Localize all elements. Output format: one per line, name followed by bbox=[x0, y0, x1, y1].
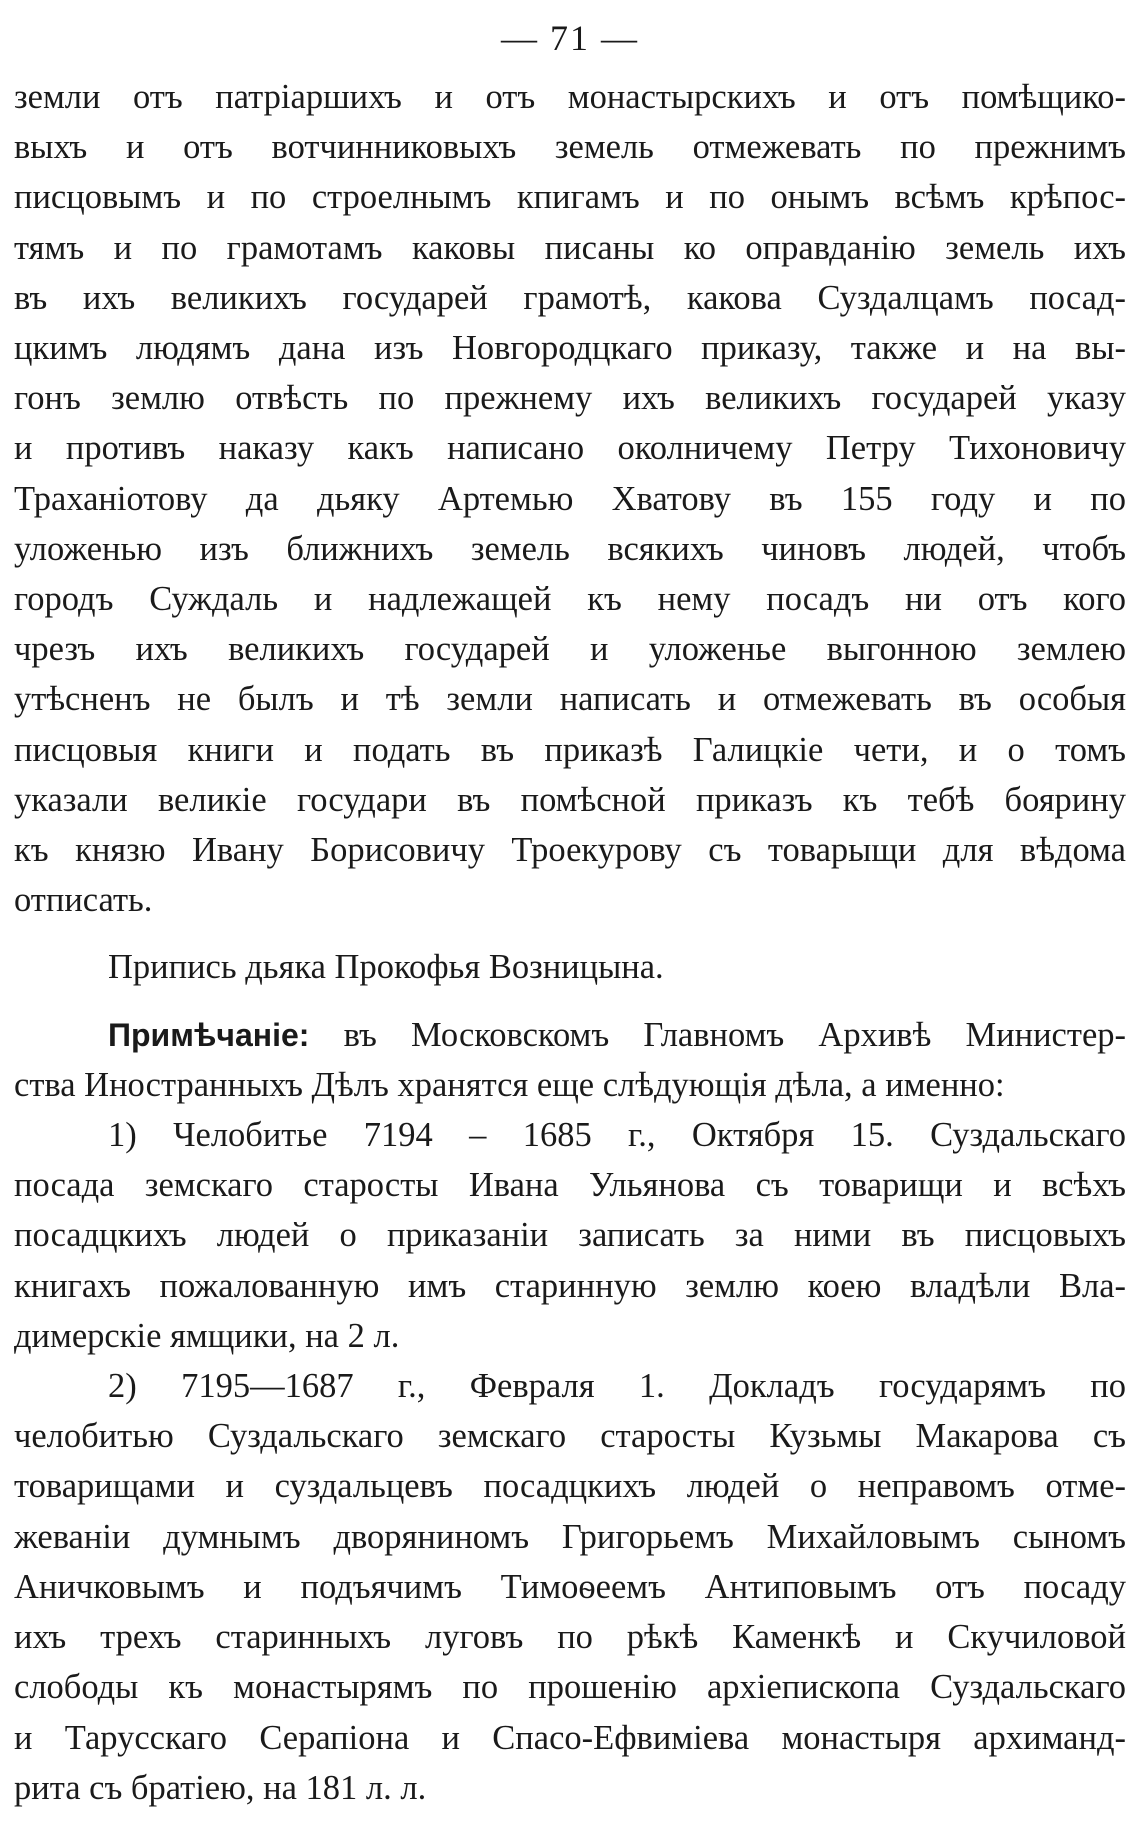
text-line: тямъ и по грамотамъ каковы писаны ко оправданію земель ихъ bbox=[14, 228, 1126, 267]
text-line: утѣсненъ не былъ и тѣ земли написать и отмежевать въ особыя bbox=[14, 680, 1126, 719]
note-item-line: жеваніи думнымъ дворяниномъ Григорьемъ Михайловымъ сыномъ bbox=[14, 1517, 1126, 1556]
note-item-line: посадцкихъ людей о приказаніи записать за ними въ писцовыхъ bbox=[14, 1216, 1126, 1255]
note-item-line: челобитью Суздальскаго земскаго старосты Кузьмы Макарова съ bbox=[14, 1417, 1126, 1456]
note-item-line: рита съ братіею, на 181 л. л. bbox=[14, 1768, 427, 1807]
text-line: городъ Суждаль и надлежащей къ нему посадъ ни отъ кого bbox=[14, 580, 1126, 619]
note-section bbox=[14, 1010, 1126, 1813]
note-intro-line: ства Иностранныхъ Дѣлъ хранятся еще слѣдующія дѣла, а именно: bbox=[14, 1065, 1005, 1104]
note-item-line: и Тарусскаго Серапіона и Спасо-Ефвиміева монастыря архиманд- bbox=[14, 1718, 1126, 1757]
text-line: земли отъ патріаршихъ и отъ монастырскихъ и отъ помѣщико- bbox=[14, 78, 1126, 116]
text-line: чрезъ ихъ великихъ государей и уложеньe выгонною землею bbox=[14, 630, 1126, 669]
note-item-line: слободы къ монастырямъ по прошенію архіепископа Суздальскаго bbox=[14, 1668, 1126, 1707]
note-item-line: ихъ трехъ старинныхъ луговъ по рѣкѣ Каменкѣ и Скучиловой bbox=[14, 1618, 1126, 1657]
note-item-line: товарищами и суздальцевъ посадцкихъ людей о неправомъ отме- bbox=[14, 1467, 1126, 1506]
text-line: писцовыя книги и подать въ приказѣ Галицкіе чети, и о томъ bbox=[14, 730, 1126, 769]
text-line: въ ихъ великихъ государей грамотѣ, какова Суздалцамъ посад- bbox=[14, 278, 1126, 317]
text-line: и противъ наказу какъ написано околничему Петру Тихоновичу bbox=[14, 429, 1126, 468]
clerk-signature: Припись дьяка Прокофья Возницына. bbox=[108, 948, 664, 987]
text-line: Траханіотову да дьяку Артемью Хватову въ 155 году и по bbox=[14, 479, 1126, 518]
note-item-line: посада земскаго старосты Ивана Ульянова съ товарищи и всѣхъ bbox=[14, 1166, 1126, 1205]
text-line: отписать. bbox=[14, 881, 153, 920]
main-paragraph bbox=[14, 72, 1126, 925]
text-line: уложенью изъ ближнихъ земель всякихъ чиновъ людей, чтобъ bbox=[14, 529, 1126, 568]
text-line: цкимъ людямъ дана изъ Новгородцкаго приказу, также и на вы- bbox=[14, 329, 1126, 368]
note-label: Примѣчаніе: bbox=[108, 1016, 310, 1053]
text-line: писцовымъ и по строелнымъ кпигамъ и по онымъ всѣмъ крѣпос- bbox=[14, 178, 1126, 217]
note-item bbox=[14, 1361, 1126, 1813]
text-line: къ князю Ивану Борисовичу Троекурову съ товарыщи для вѣдома bbox=[14, 831, 1126, 870]
note-item-line: Аничковымъ и подъячимъ Тимоѳеемъ Антиповымъ отъ посаду bbox=[14, 1567, 1126, 1606]
note-item-line: 1) Челобитье 7194 – 1685 г., Октября 15. Суздальскаго bbox=[108, 1116, 1126, 1155]
note-item-line: 2) 7195—1687 г., Февраля 1. Докладъ государямъ по bbox=[108, 1367, 1126, 1406]
note-intro-text: въ Московскомъ Главномъ Архивѣ Министер- bbox=[343, 1015, 1127, 1054]
page-number: — 71 — bbox=[501, 18, 639, 58]
text-line: гонъ землю отвѣсть по прежнему ихъ великихъ государей указу bbox=[14, 379, 1126, 418]
note-item-line: димерскіе ямщики, на 2 л. bbox=[14, 1316, 400, 1355]
text-line: указали великіе государи въ помѣсной приказъ къ тебѣ боярину bbox=[14, 780, 1126, 819]
text-line: выхъ и отъ вотчинниковыхъ земель отмежевать по прежнимъ bbox=[14, 128, 1126, 167]
note-item bbox=[14, 1110, 1126, 1361]
note-item-line: книгахъ пожалованную имъ старинную землю коею владѣли Вла- bbox=[14, 1266, 1126, 1305]
note-intro-line bbox=[14, 1010, 1126, 1060]
